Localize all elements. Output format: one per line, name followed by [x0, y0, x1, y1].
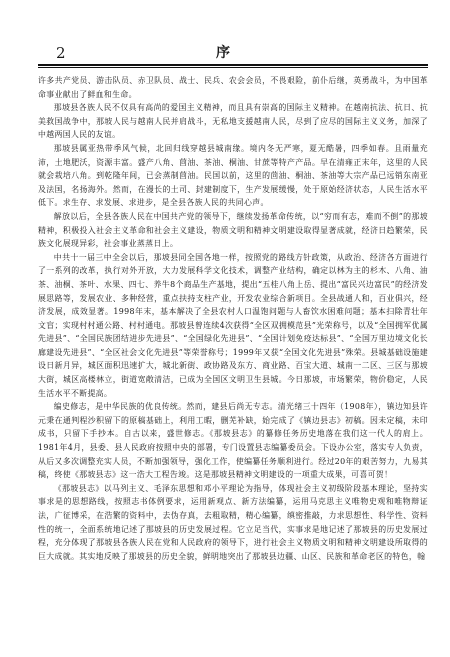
page-number: 2 — [56, 44, 66, 62]
paragraph: 许多共产党员、游击队员、赤卫队员、战士、民兵、农会会员，不畏艰险，前仆后继，英勇战斗，为中国革命事业献出了鲜血和生命。 — [38, 76, 428, 99]
body-text — [38, 74, 428, 644]
paragraph: 编史修志，是中华民族的优良传统。然而，建县后尚无专志。清光绪三十四年（1908年），镇边知县许元秉在通判程沙积留下的原稿基础上，利用工暇，删芜补缺，始完成了《镇边县志》初稿。因未定稿，未印成书，只留下手抄本。自古以来，盛世修志。《那坡县志》的纂修任务历史地落在我们这一代人的肩上。1981年4月，县委、县人民政府按照中央的部署，专门设置县志编纂委员会。下设办公室，落实专人负责，从后又多次调整充实人员，不断加强领导，强化工作，使编纂任务顺利进行。经过20年的艰苦努力，九易其稿，终使《那坡县志》这一浩大工程告竣。这是那坡县精神文明建设的一项重大成果，可喜可贺！ — [38, 402, 428, 480]
paragraph: 那坡县各族人民不仅具有高尚的爱国主义精神，而且具有崇高的国际主义精神。在越南抗法、抗日、抗美救国战争中，那坡人民与越南人民并肩战斗，无私地支援越南人民，尽到了应尽的国际主义义务，加深了中越两国人民的友谊。 — [38, 103, 428, 140]
paragraph: 《那坡县志》以马列主义、毛泽东思想和邓小平理论为指导，体现社会主义初级阶段基本理论，坚持实事求是的思想路线，按照志书体例要求，运用新观点、新方法编纂，运用马克思主义唯物史观和唯物辩证法，广征博采，在浩繁的资料中，去伪存真，去粗取精，精心编纂，缜密推敲，力求思想性、科学性、资料性的统一，全面系统地记述了那坡县的历史发展过程。它立足当代，实事求是地记述了那坡县的历史发展过程，充分体现了那坡县各族人民在党和人民政府的领导下，进行社会主义物质文明和精神文明建设所取得的巨大成就。其实地反映了那坡县的历史全貌，鲜明地突出了那坡县边疆、山区、民族和革命老区的特色，翰 — [38, 483, 428, 561]
header-rule-thick — [38, 64, 428, 66]
paragraph: 那坡县属亚热带季风气候，北回归线穿越县城南缘。境内冬无严寒，夏无酷暑，四季如春。且雨量充沛，土地肥沃，资源丰富。盛产八角、茴油、茶油、桐油、甘蔗等特产产品。早在清雍正末年，这里的人民就会栽培八角。到乾隆年间，已会蒸制茴油。民国以前，这里的茴油、桐油、茶油等大宗产品已远销东南亚及法国，名扬海外。然而，在漫长的土司、封建制度下，生产发展缓慢，处于原始经济状态，人民生活水平低下。求生存、求发展、求进步，是全县各族人民的共同心声。 — [38, 143, 428, 208]
paragraph: 中共十一届三中全会以后，那坡县同全国各地一样，按照党的路线方针政策，从政治、经济各方面进行了一系列的改革，执行对外开放，大力发展科学文化技术，调整产业结构，确定以林为主的杉木、八角、油茶、油桐、茶叶、水果、四七、养牛8个商品生产基地，提出“五桂八角上岳、提出“富民兴边富民”的经济发展思路等，发展农业、多种经营，重点扶持支柱产业，开发农业综合新项目。全县战通人和，百业俱兴，经济发展，成效显著。1998年末，基本解决了全县农村人口温饱问题与人畜饮水困难问题；基本扫除青壮年文盲；实现村村通公路、村村通电。那坡县曾连续4次获得“全区双拥模范县”光荣称号，以及“全国拥军优属先进县”、“全国民族团结进步先进县”、“全国绿化先进县”、“全国计划免疫达标县”、“全国万里边境文化长廊建设先进县”、“全区社会文化先进县”等荣誉称号；1999年又获“全国文化先进县”殊荣。县城基础设施建设日新月异，城区面积迅速扩大，城北新街、政协路及东方、商业路、百宝大道、城南一二区、三区与那坡大街，城区高楼林立，街道宽敞清洁，已成为全国区文明卫生县城。今日那坡，市场繁荣，物价稳定，人民生活水平不断提高。 — [38, 252, 428, 398]
paragraph: 解放以后，全县各族人民在中国共产党的领导下，继续发扬革命传统，以“穷而有志，难而不倒”的那坡精神，积极投入社会主义革命和社会主义建设，物质文明和精神文明建设取得显著成就，经济日趋繁荣，民族文化展现异彩，社会事业蒸蒸日上。 — [38, 211, 428, 249]
page-header — [38, 44, 426, 62]
running-title: 序 — [216, 45, 230, 61]
header-rule-thin — [38, 67, 428, 68]
